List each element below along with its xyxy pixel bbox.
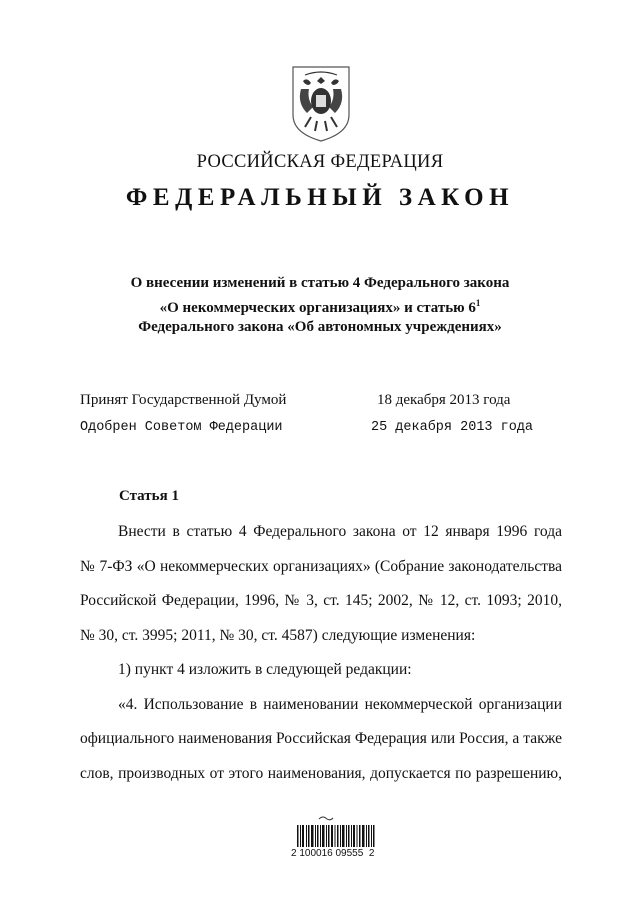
quote-line: официального наименования Российская Федерация или Россия, а также — [80, 730, 562, 747]
law-title-line-2: «О некоммерческих организациях» и статью $6^1$ — [159, 297, 481, 316]
council-approval-label: Одобрен Советом Федерации — [80, 420, 283, 435]
law-title-line-3: Федерального закона «Об автономных учреждениях» — [138, 319, 502, 335]
paragraph-line: Внести в статью 4 Федерального закона от 12 января 1996 года — [118, 523, 562, 540]
article-1-heading: Статья 1 — [119, 488, 179, 504]
duma-adoption-label: Принят Государственной Думой — [80, 392, 287, 408]
barcode-icon — [297, 815, 375, 871]
law-title-line-1: О внесении изменений в статью 4 Федерального закона — [130, 275, 510, 291]
item-1-line: 1) пункт 4 изложить в следующей редакции: — [118, 661, 412, 678]
article-1-paragraph — [80, 515, 562, 791]
paragraph-line: № 30, ст. 3995; 2011, № 30, ст. 4587) следующие изменения: — [80, 626, 476, 644]
paragraph-line: Российской Федерации, 1996, № 3, ст. 145; 2002, № 12, ст. 1093; 2010, — [80, 592, 562, 609]
paragraph-line: № 7-ФЗ «О некоммерческих организациях» (Собрание законодательства — [80, 557, 562, 575]
quote-line: слов, производных от этого наименования, допускается по разрешению, — [80, 764, 562, 782]
duma-adoption-date: 18 декабря 2013 года — [377, 392, 511, 408]
law-type-heading: ФЕДЕРАЛЬНЫЙ ЗАКОН — [125, 184, 515, 211]
country-name: РОССИЙСКАЯ ФЕДЕРАЦИЯ — [196, 152, 444, 172]
law-title — [70, 274, 570, 338]
council-approval-date: 25 декабря 2013 года — [371, 420, 534, 435]
coat-of-arms-icon — [287, 63, 355, 143]
quote-line: «4. Использование в наименовании некоммерческой организации — [118, 695, 562, 713]
barcode-number: 2 100016 09555 2 — [291, 848, 375, 859]
